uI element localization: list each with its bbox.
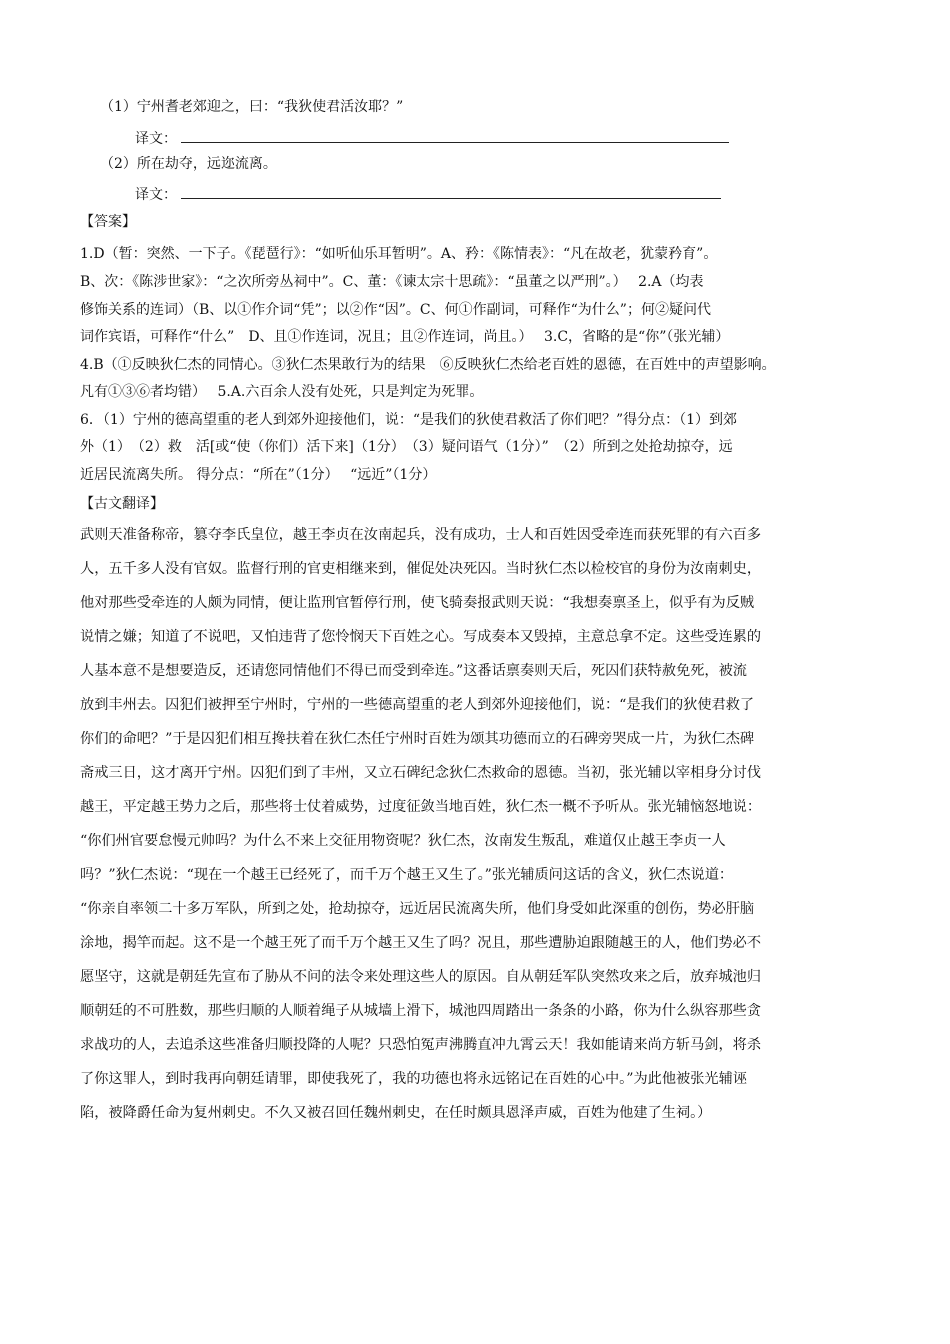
question-2: [100, 154, 277, 174]
translation-line: “你们州官要怠慢元帅吗？为什么不来上交征用物资呢？狄仁杰，汝南发生叛乱，难道仅止越王李贞一人: [80, 833, 726, 849]
answer-line: 外（1） （2）救 活[或“使（你们）活下来]（1分） （3）疑问语气（1分）” （2）所到之处抢劫掠夺，远: [80, 439, 733, 455]
question-2-translation-label: 译文：: [135, 187, 177, 203]
translation-line: 你们的命吧？”于是囚犯们相互搀扶着在狄仁杰任宁州时百姓为颂其功德而立的石碑旁哭成一片，为狄仁杰碑: [80, 731, 755, 747]
translation-line: 陷，被降爵任命为复州刺史。不久又被召回任魏州刺史，在任时颇具恩泽声威，百姓为他建了生祠。）: [80, 1105, 712, 1121]
answer-line: 修饰关系的连词）（B、以①作介词“凭”；以②作“因”。C、何①作副词，可释作“为什么”；何②疑问代: [80, 302, 711, 318]
translation-line: 求战功的人，去追杀这些准备归顺投降的人呢？只恐怕冤声沸腾直冲九霄云天！我如能请来尚方斩马剑，将杀: [80, 1037, 762, 1053]
question-1-sentence: 宁州耆老郊迎之，曰：“我狄使君活汝耶？”: [136, 99, 404, 115]
question-2-number: （2）: [100, 156, 137, 172]
question-1-translation-row: [135, 128, 729, 149]
translation-line: 放到丰州去。囚犯们被押至宁州时，宁州的一些德高望重的老人到郊外迎接他们，说：“是我们的狄使君救了: [80, 697, 755, 713]
answer-heading: 【答案】: [80, 214, 136, 230]
answer-line: 1.D（暂：突然、一下子。《琵琶行》：“如听仙乐耳暂明”。A、矜：《陈情表》：“凡在故老，犹蒙矜育”。: [80, 246, 718, 262]
answer-line: 词作宾语，可释作“什么” D、且①作连词，况且；且②作连词，尚且。） 3.C，省略的是“你”（张光辅）: [80, 329, 730, 345]
translation-line: 人基本意不是想要造反，还请您同情他们不得已而受到牵连。”这番话禀奏则天后，死囚们获特赦免死，被流: [80, 663, 747, 679]
translation-line: 吗？”狄仁杰说：“现在一个越王已经死了，而千万个越王又生了。”张光辅质问这话的含义，狄仁杰说道：: [80, 867, 734, 883]
question-2-translation-row: [135, 184, 721, 205]
translation-line: 武则天准备称帝，篡夺李氏皇位，越王李贞在汝南起兵，没有成功，士人和百姓因受牵连而获死罪的有六百多: [80, 527, 762, 543]
question-1-number: （1）: [100, 99, 137, 115]
translation-line: 顺朝廷的不可胜数，那些归顺的人顺着绳子从城墙上滑下，城池四周踏出一条条的小路，你为什么纵容那些贪: [80, 1003, 762, 1019]
answer-line: 6．（1）宁州的德高望重的老人到郊外迎接他们，说：“是我们的狄使君救活了你们吧？”得分点：（1）到郊: [80, 412, 738, 428]
translation-line: 涂地，揭竿而起。这不是一个越王死了而千万个越王又生了吗？况且，那些遭胁迫跟随越王的人，他们势必不: [80, 935, 762, 951]
answer-line: 凡有①③⑥者均错） 5.A.六百余人没有处死，只是判定为死罪。: [80, 384, 484, 400]
question-2-answer-blank[interactable]: [181, 184, 721, 199]
answer-line: 4.B（①反映狄仁杰的同情心。③狄仁杰果敢行为的结果 ⑥反映狄仁杰给老百姓的恩德，在百姓中的声望影响。: [80, 357, 776, 373]
question-1-answer-blank[interactable]: [181, 128, 729, 143]
translation-paragraph: [80, 518, 880, 1130]
translation-line: 说情之嫌；知道了不说吧，又怕违背了您怜悯天下百姓之心。写成奏本又毁掉，主意总拿不定。这些受连累的: [80, 629, 762, 645]
answer-line: 近居民流离失所。 得分点：“所在”（1分） “远近”（1分）: [80, 467, 437, 483]
translation-line: 了你这罪人，到时我再向朝廷请罪，即使我死了，我的功德也将永远铭记在百姓的心中。”为此他被张光辅诬: [80, 1071, 747, 1087]
translation-line: 斋戒三日，这才离开宁州。囚犯们到了丰州，又立石碑纪念狄仁杰救命的恩德。当初，张光辅以宰相身分讨伐: [80, 765, 762, 781]
question-1: [100, 97, 403, 117]
translation-heading: 【古文翻译】: [80, 496, 164, 512]
answer-line: B、次：《陈涉世家》：“之次所旁丛祠中”。C、董：《谏太宗十思疏》：“虽董之以严刑”。） 2.A（均表: [80, 274, 704, 290]
translation-line: “你亲自率领二十多万军队，所到之处，抢劫掠夺，远近居民流离失所，他们身受如此深重的创伤，势必肝脑: [80, 901, 755, 917]
translation-line: 越王，平定越王势力之后，那些将士仗着威势，过度征敛当地百姓，狄仁杰一概不予听从。张光辅恼怒地说：: [80, 799, 762, 815]
translation-line: 愿坚守，这就是朝廷先宣布了胁从不问的法令来处理这些人的原因。自从朝廷军队突然攻来之后，放弃城池归: [80, 969, 762, 985]
translation-line: 人，五千多人没有官奴。监督行刑的官吏相继来到，催促处决死囚。当时狄仁杰以检校官的身份为汝南刺史，: [80, 561, 762, 577]
question-1-translation-label: 译文：: [135, 131, 177, 147]
question-2-sentence: 所在劫夺，远迩流离。: [136, 156, 277, 172]
translation-line: 他对那些受牵连的人颇为同情，便让监刑官暂停行刑，使飞骑奏报武则天说：“我想奏禀圣上，似乎有为反贼: [80, 595, 755, 611]
